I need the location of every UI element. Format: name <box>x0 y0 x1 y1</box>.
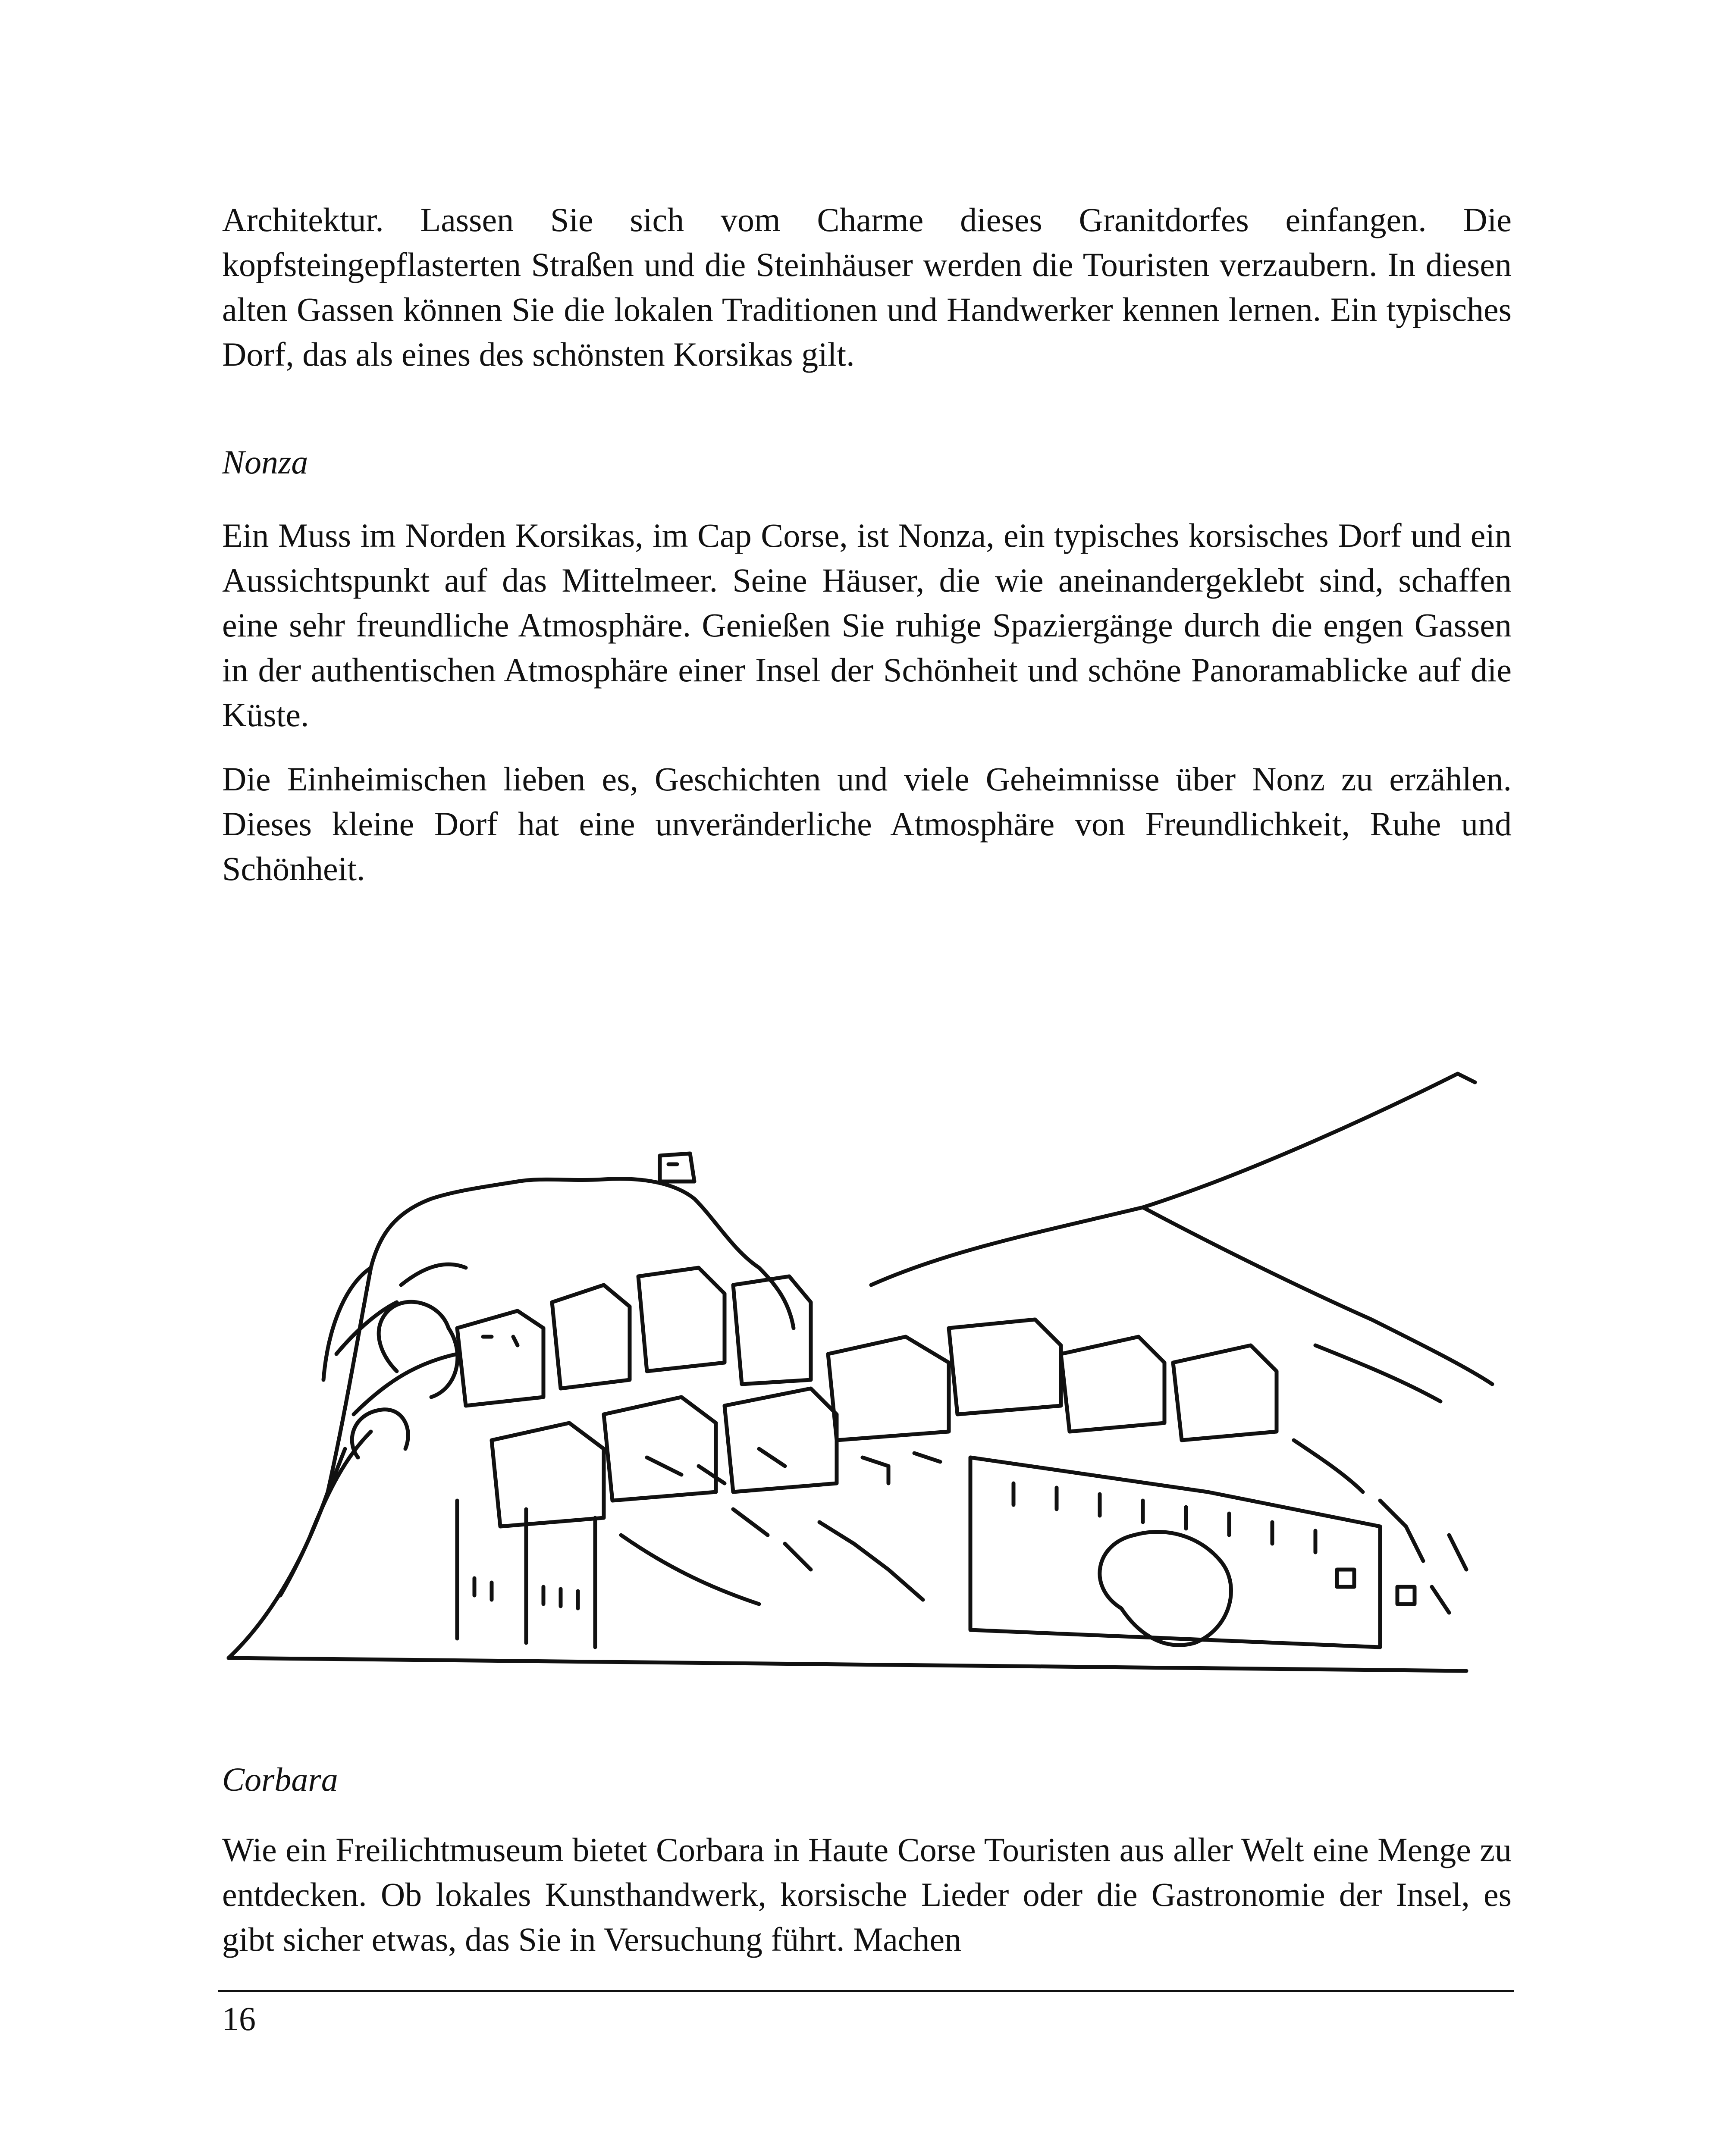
paragraph-nonza-2: Die Einheimischen lieben es, Geschichten und viele Geheimnisse über Nonz zu erzählen. Dieses kleine Dorf hat eine unveränderliche Atmosphäre von Freundlichkeit, Ruhe und Schönheit. <box>222 760 1512 887</box>
village-line-drawing <box>216 1026 1535 1686</box>
footer-rule <box>218 1990 1514 1992</box>
mountain-slope <box>871 1074 1475 1285</box>
paragraph-intro: Architektur. Lassen Sie sich vom Charme dieses Granitdorfes einfangen. Die kopfsteingepflasterten Straßen und die Steinhäuser werden die Touristen verzaubern. In diesen alten Gassen können Sie die lokalen Traditionen und Handwerker kennen lernen. Ein typisches Dorf, das als eines des schönsten Korsikas gilt. <box>222 201 1512 373</box>
tree-right <box>1100 1532 1231 1645</box>
paragraph-corbara-1: Wie ein Freilichtmuseum bietet Corbara in Haute Corse Touristen aus aller Welt eine Menge zu entdecken. Ob lokales Kunsthandwerk, korsische Lieder oder die Gastronomie der Insel, es gibt sicher etwas, das Sie in Versuchung führt. Machen <box>222 1831 1512 1958</box>
section-heading-nonza: Nonza <box>222 443 308 481</box>
page-number: 16 <box>222 2000 256 2037</box>
long-building <box>970 1457 1380 1647</box>
paragraph-nonza-1: Ein Muss im Norden Korsikas, im Cap Corse, ist Nonza, ein typisches korsisches Dorf und ein Aussichtspunkt auf das Mittelmeer. Seine Häuser, die wie aneinandergeklebt sind, schaffen eine sehr freundliche Atmosphäre. Genießen Sie ruhige Spaziergänge durch die engen Gassen in der authentischen Atmosphäre einer Insel der Schönheit und schöne Panoramablicke auf die Küste. <box>222 517 1512 733</box>
ground-line <box>229 1658 1466 1671</box>
tower <box>660 1153 694 1181</box>
section-heading-corbara: Corbara <box>222 1761 338 1798</box>
